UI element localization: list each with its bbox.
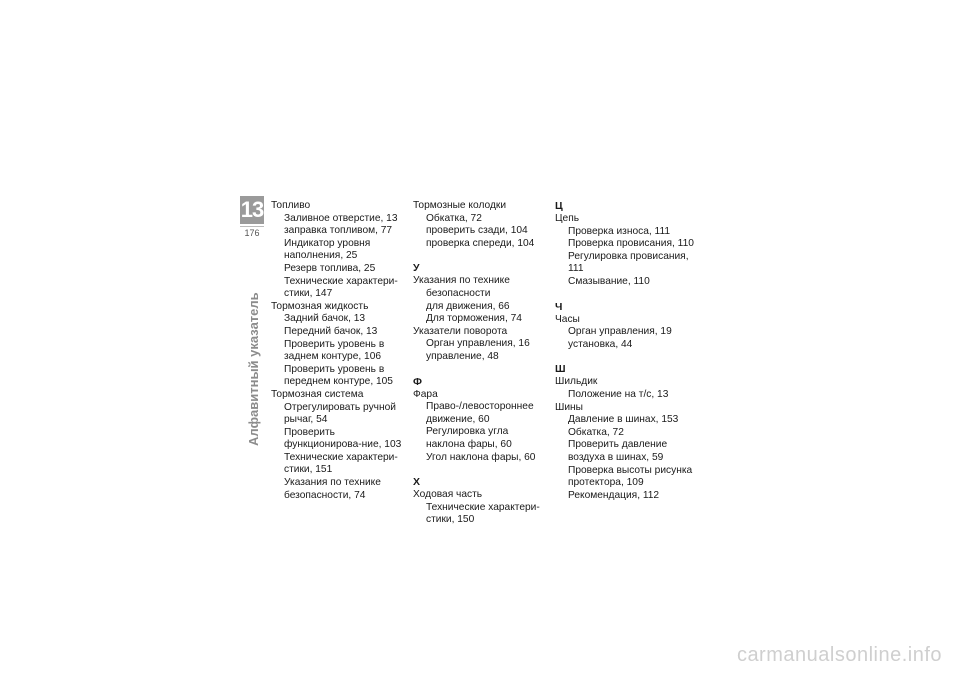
index-subentry: Технические характери-стики, 147: [284, 275, 398, 300]
index-subentry: Отрегулировать ручной рычаг, 54: [284, 401, 396, 426]
index-subentry: Для торможения, 74: [426, 313, 522, 325]
index-subentry: Указания по технике безопасности, 74: [284, 477, 381, 501]
index-entry: [413, 489, 545, 527]
chapter-tab: [240, 196, 264, 238]
index-subentry: безопасности: [426, 287, 491, 299]
index-subentry: Проверка высоты рисунка протектора, 109: [568, 464, 693, 489]
index-subentry: Орган управления, 19: [568, 326, 672, 338]
index-heading: Указания по технике: [413, 275, 510, 287]
index-subentry: Технические характери-стики, 151: [284, 451, 398, 476]
index-heading: Указатели поворота: [413, 325, 508, 337]
index-subentry: проверка спереди, 104: [426, 237, 535, 249]
index-subentry: управление, 48: [426, 350, 499, 362]
index-subentry: Проверить уровень в переднем контуре, 105: [284, 363, 393, 388]
index-subentry: Орган управления, 16: [426, 338, 530, 350]
index-entry: [413, 275, 545, 325]
section-title: Алфавитный указатель: [246, 292, 261, 446]
index-letter: Ц: [555, 200, 563, 212]
index-letter: Ч: [555, 300, 563, 313]
index-subentry: Задний бачок, 13: [284, 313, 366, 325]
index-letter: Ф: [413, 375, 422, 388]
index-subentry: установка, 44: [568, 338, 633, 350]
index-entry: [413, 389, 545, 465]
index-subentry: Проверить давление воздуха в шинах, 59: [568, 439, 668, 463]
index-subentry: Положение на т/с, 13: [568, 388, 669, 400]
chapter-number: 13: [240, 197, 264, 222]
index-subentry: Заливное отверстие, 13: [284, 212, 398, 224]
index-heading: Тормозные колодки: [413, 200, 507, 211]
index-subentry: Обкатка, 72: [568, 426, 624, 438]
index-entry: [271, 389, 411, 502]
index-heading: Шильдик: [555, 376, 598, 388]
index-heading: Шины: [555, 401, 583, 413]
index-letter: Х: [413, 476, 421, 489]
index-subentry: Передний бачок, 13: [284, 325, 378, 337]
index-entry: [413, 200, 545, 250]
index-subentry: Смазывание, 110: [568, 275, 650, 287]
index-subentry: Резерв топлива, 25: [284, 262, 376, 274]
index-entry: [271, 200, 411, 301]
index-subentry: Угол наклона фары, 60: [426, 451, 536, 463]
index-heading: Цепь: [555, 213, 580, 224]
index-heading: Тормозная жидкость: [271, 300, 369, 312]
watermark: carmanualsonline.info: [736, 644, 942, 666]
index-subentry: для движения, 66: [426, 300, 510, 312]
index-subentry: Обкатка, 72: [426, 212, 482, 224]
index-subentry: Давление в шинах, 153: [568, 414, 679, 426]
index-subentry: Рекомендация, 112: [568, 489, 660, 501]
index-heading: Тормозная система: [271, 388, 364, 400]
index-heading: Часы: [555, 313, 580, 325]
page-number: 176: [240, 226, 264, 238]
index-subentry: Проверка провисания, 110: [568, 238, 694, 250]
index-letter: У: [413, 262, 420, 275]
index-subentry: Технические характери-стики, 150: [426, 501, 540, 526]
index-entry: [555, 213, 705, 289]
index-column-1: [271, 200, 411, 502]
index-subentry: заправка топливом, 77: [284, 225, 393, 237]
index-entry: [271, 301, 411, 389]
index-subentry: Проверка износа, 111: [568, 225, 671, 237]
index-entry: [413, 326, 545, 364]
index-heading: Ходовая часть: [413, 489, 483, 501]
index-subentry: Индикатор уровня наполнения, 25: [284, 237, 371, 262]
index-subentry: Регулировка угла наклона фары, 60: [426, 426, 512, 450]
index-subentry: проверить сзади, 104: [426, 225, 528, 237]
index-column-3: [555, 200, 705, 502]
index-entry: [555, 314, 705, 352]
index-subentry: Регулировка провисания, 111: [568, 250, 689, 275]
index-entry: [555, 376, 705, 401]
index-column-2: [413, 200, 545, 527]
index-heading: Топливо: [271, 200, 311, 211]
index-entry: [555, 402, 705, 503]
index-subentry: Право-/левостороннее движение, 60: [426, 401, 534, 425]
index-subentry: Проверить функционирова-ние, 103: [284, 426, 402, 451]
index-subentry: Проверить уровень в заднем контуре, 106: [284, 338, 385, 363]
index-letter: Ш: [555, 363, 566, 376]
index-heading: Фара: [413, 388, 438, 400]
